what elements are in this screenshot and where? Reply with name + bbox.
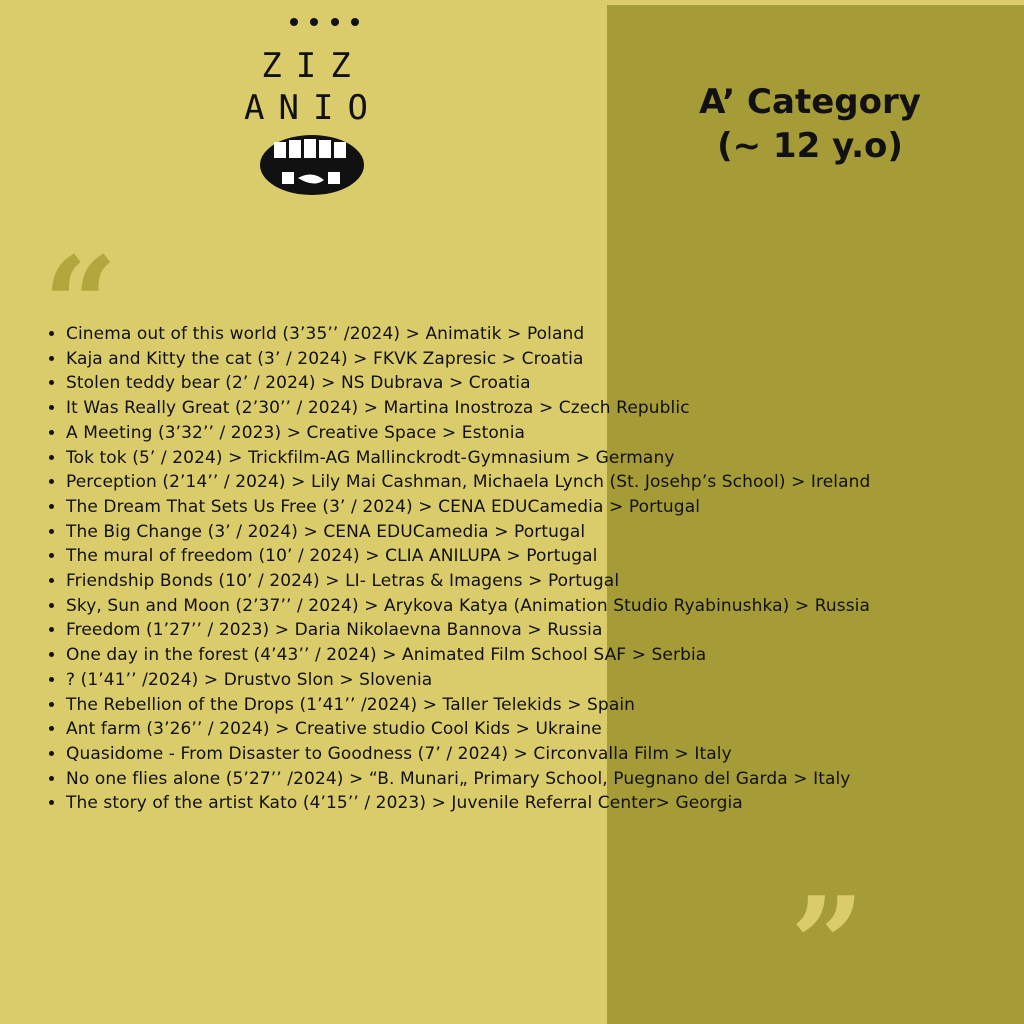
list-item: • One day in the forest (4’43’’ / 2024) > Animated Film School SAF > Serbia (66, 643, 1024, 668)
category-title (625, 80, 995, 168)
list-item: • Quasidome - From Disaster to Goodness (7’ / 2024) > Circonvalla Film > Italy (66, 742, 1024, 767)
list-item: • Tok tok (5’ / 2024) > Trickfilm-AG Mallinckrodt-Gymnasium > Germany (66, 446, 1024, 471)
list-item: • Friendship Bonds (10’ / 2024) > LI- Letras & Imagens > Portugal (66, 569, 1024, 594)
film-list (44, 322, 1024, 816)
category-title-line1: A’ Category (699, 82, 921, 122)
list-item: • No one flies alone (5’27’’ /2024) > “B. Munari„ Primary School, Puegnano del Garda > Italy (66, 767, 1024, 792)
list-item: • Perception (2’14’’ / 2024) > Lily Mai Cashman, Michaela Lynch (St. Josehp’s School) > Ireland (66, 470, 1024, 495)
list-item: • The Rebellion of the Drops (1’41’’ /2024) > Taller Telekids > Spain (66, 693, 1024, 718)
mouth-icon (252, 130, 372, 200)
list-item: • Stolen teddy bear (2’ / 2024) > NS Dubrava > Croatia (66, 371, 1024, 396)
logo-text-bottom: ANIO (244, 88, 382, 128)
list-item: • The Dream That Sets Us Free (3’ / 2024) > CENA EDUCamedia > Portugal (66, 495, 1024, 520)
list-item: • Cinema out of this world (3’35’’ /2024) > Animatik > Poland (66, 322, 1024, 347)
zizanio-logo (238, 14, 398, 199)
close-quote-icon: ” (790, 868, 865, 1021)
list-item: • ? (1’41’’ /2024) > Drustvo Slon > Slovenia (66, 668, 1024, 693)
open-quote-icon: “ (43, 228, 118, 381)
list-item: • The mural of freedom (10’ / 2024) > CLIA ANILUPA > Portugal (66, 544, 1024, 569)
list-item: • The story of the artist Kato (4’15’’ / 2023) > Juvenile Referral Center> Georgia (66, 791, 1024, 816)
list-item: • A Meeting (3’32’’ / 2023) > Creative Space > Estonia (66, 421, 1024, 446)
list-item: • Sky, Sun and Moon (2’37’’ / 2024) > Arykova Katya (Animation Studio Ryabinushka) > Russia (66, 594, 1024, 619)
list-item: • It Was Really Great (2’30’’ / 2024) > Martina Inostroza > Czech Republic (66, 396, 1024, 421)
list-item: • Kaja and Kitty the cat (3’ / 2024) > FKVK Zapresic > Croatia (66, 347, 1024, 372)
list-item: • Freedom (1’27’’ / 2023) > Daria Nikolaevna Bannova > Russia (66, 618, 1024, 643)
list-item: • Ant farm (3’26’’ / 2024) > Creative studio Cool Kids > Ukraine (66, 717, 1024, 742)
category-title-line2: (~ 12 y.o) (717, 126, 903, 166)
list-item: • The Big Change (3’ / 2024) > CENA EDUCamedia > Portugal (66, 520, 1024, 545)
logo-text-top: ZIZ (261, 46, 365, 86)
